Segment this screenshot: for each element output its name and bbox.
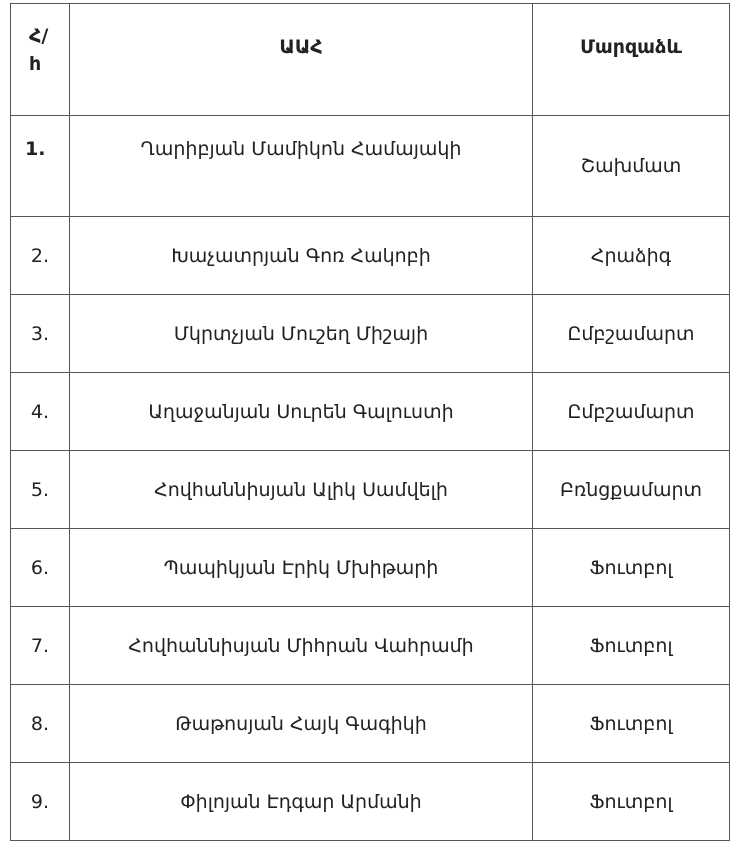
row-sport: Ֆուտբոլ: [533, 529, 730, 607]
row-sport: Ըմբշամարտ: [533, 373, 730, 451]
row-full-name: Պապիկյան Էրիկ Մխիթարի: [70, 529, 533, 607]
table-row: [11, 116, 730, 217]
row-sport: Հրաձիգ: [533, 217, 730, 295]
header-number: [11, 4, 70, 116]
row-number: 2.: [11, 217, 70, 295]
row-sport: Ֆուտբոլ: [533, 607, 730, 685]
row-full-name: Հովհաննիսյան Ալիկ Սամվելի: [70, 451, 533, 529]
header-full-name: ԱԱՀ: [70, 4, 533, 116]
row-number: 7.: [11, 607, 70, 685]
header-number-line2: հ: [29, 53, 42, 75]
row-full-name: Փիլոյան Էդգար Արմանի: [70, 763, 533, 841]
row-number: 4.: [11, 373, 70, 451]
row-sport: Բռնցքամարտ: [533, 451, 730, 529]
row-full-name: Խաչատրյան Գոռ Հակոբի: [70, 217, 533, 295]
row-full-name: Ղարիբյան Մամիկոն Համայակի: [70, 116, 533, 217]
table-row: [11, 451, 730, 529]
athletes-table: [10, 3, 730, 841]
table-row: [11, 685, 730, 763]
table-row: [11, 529, 730, 607]
row-full-name: Մկրտչյան Մուշեղ Միշայի: [70, 295, 533, 373]
row-full-name: Թաթոսյան Հայկ Գագիկի: [70, 685, 533, 763]
table-row: [11, 217, 730, 295]
table-row: [11, 763, 730, 841]
row-number: 8.: [11, 685, 70, 763]
row-number: 9.: [11, 763, 70, 841]
row-sport: Ֆուտբոլ: [533, 685, 730, 763]
row-full-name: Հովհաննիսյան Միհրան Վահրամի: [70, 607, 533, 685]
table-header-row: [11, 4, 730, 116]
row-number: 5.: [11, 451, 70, 529]
row-number: 3.: [11, 295, 70, 373]
header-number-line1: Հ/: [29, 25, 49, 47]
table-row: [11, 373, 730, 451]
table-row: [11, 607, 730, 685]
row-sport: Ըմբշամարտ: [533, 295, 730, 373]
row-sport: Շախմատ: [533, 116, 730, 217]
row-sport: Ֆուտբոլ: [533, 763, 730, 841]
header-sport: Մարզաձև: [533, 4, 730, 116]
row-full-name: Աղաջանյան Սուրեն Գալուստի: [70, 373, 533, 451]
row-number: 6.: [11, 529, 70, 607]
table-row: [11, 295, 730, 373]
row-number: 1.: [11, 116, 70, 217]
